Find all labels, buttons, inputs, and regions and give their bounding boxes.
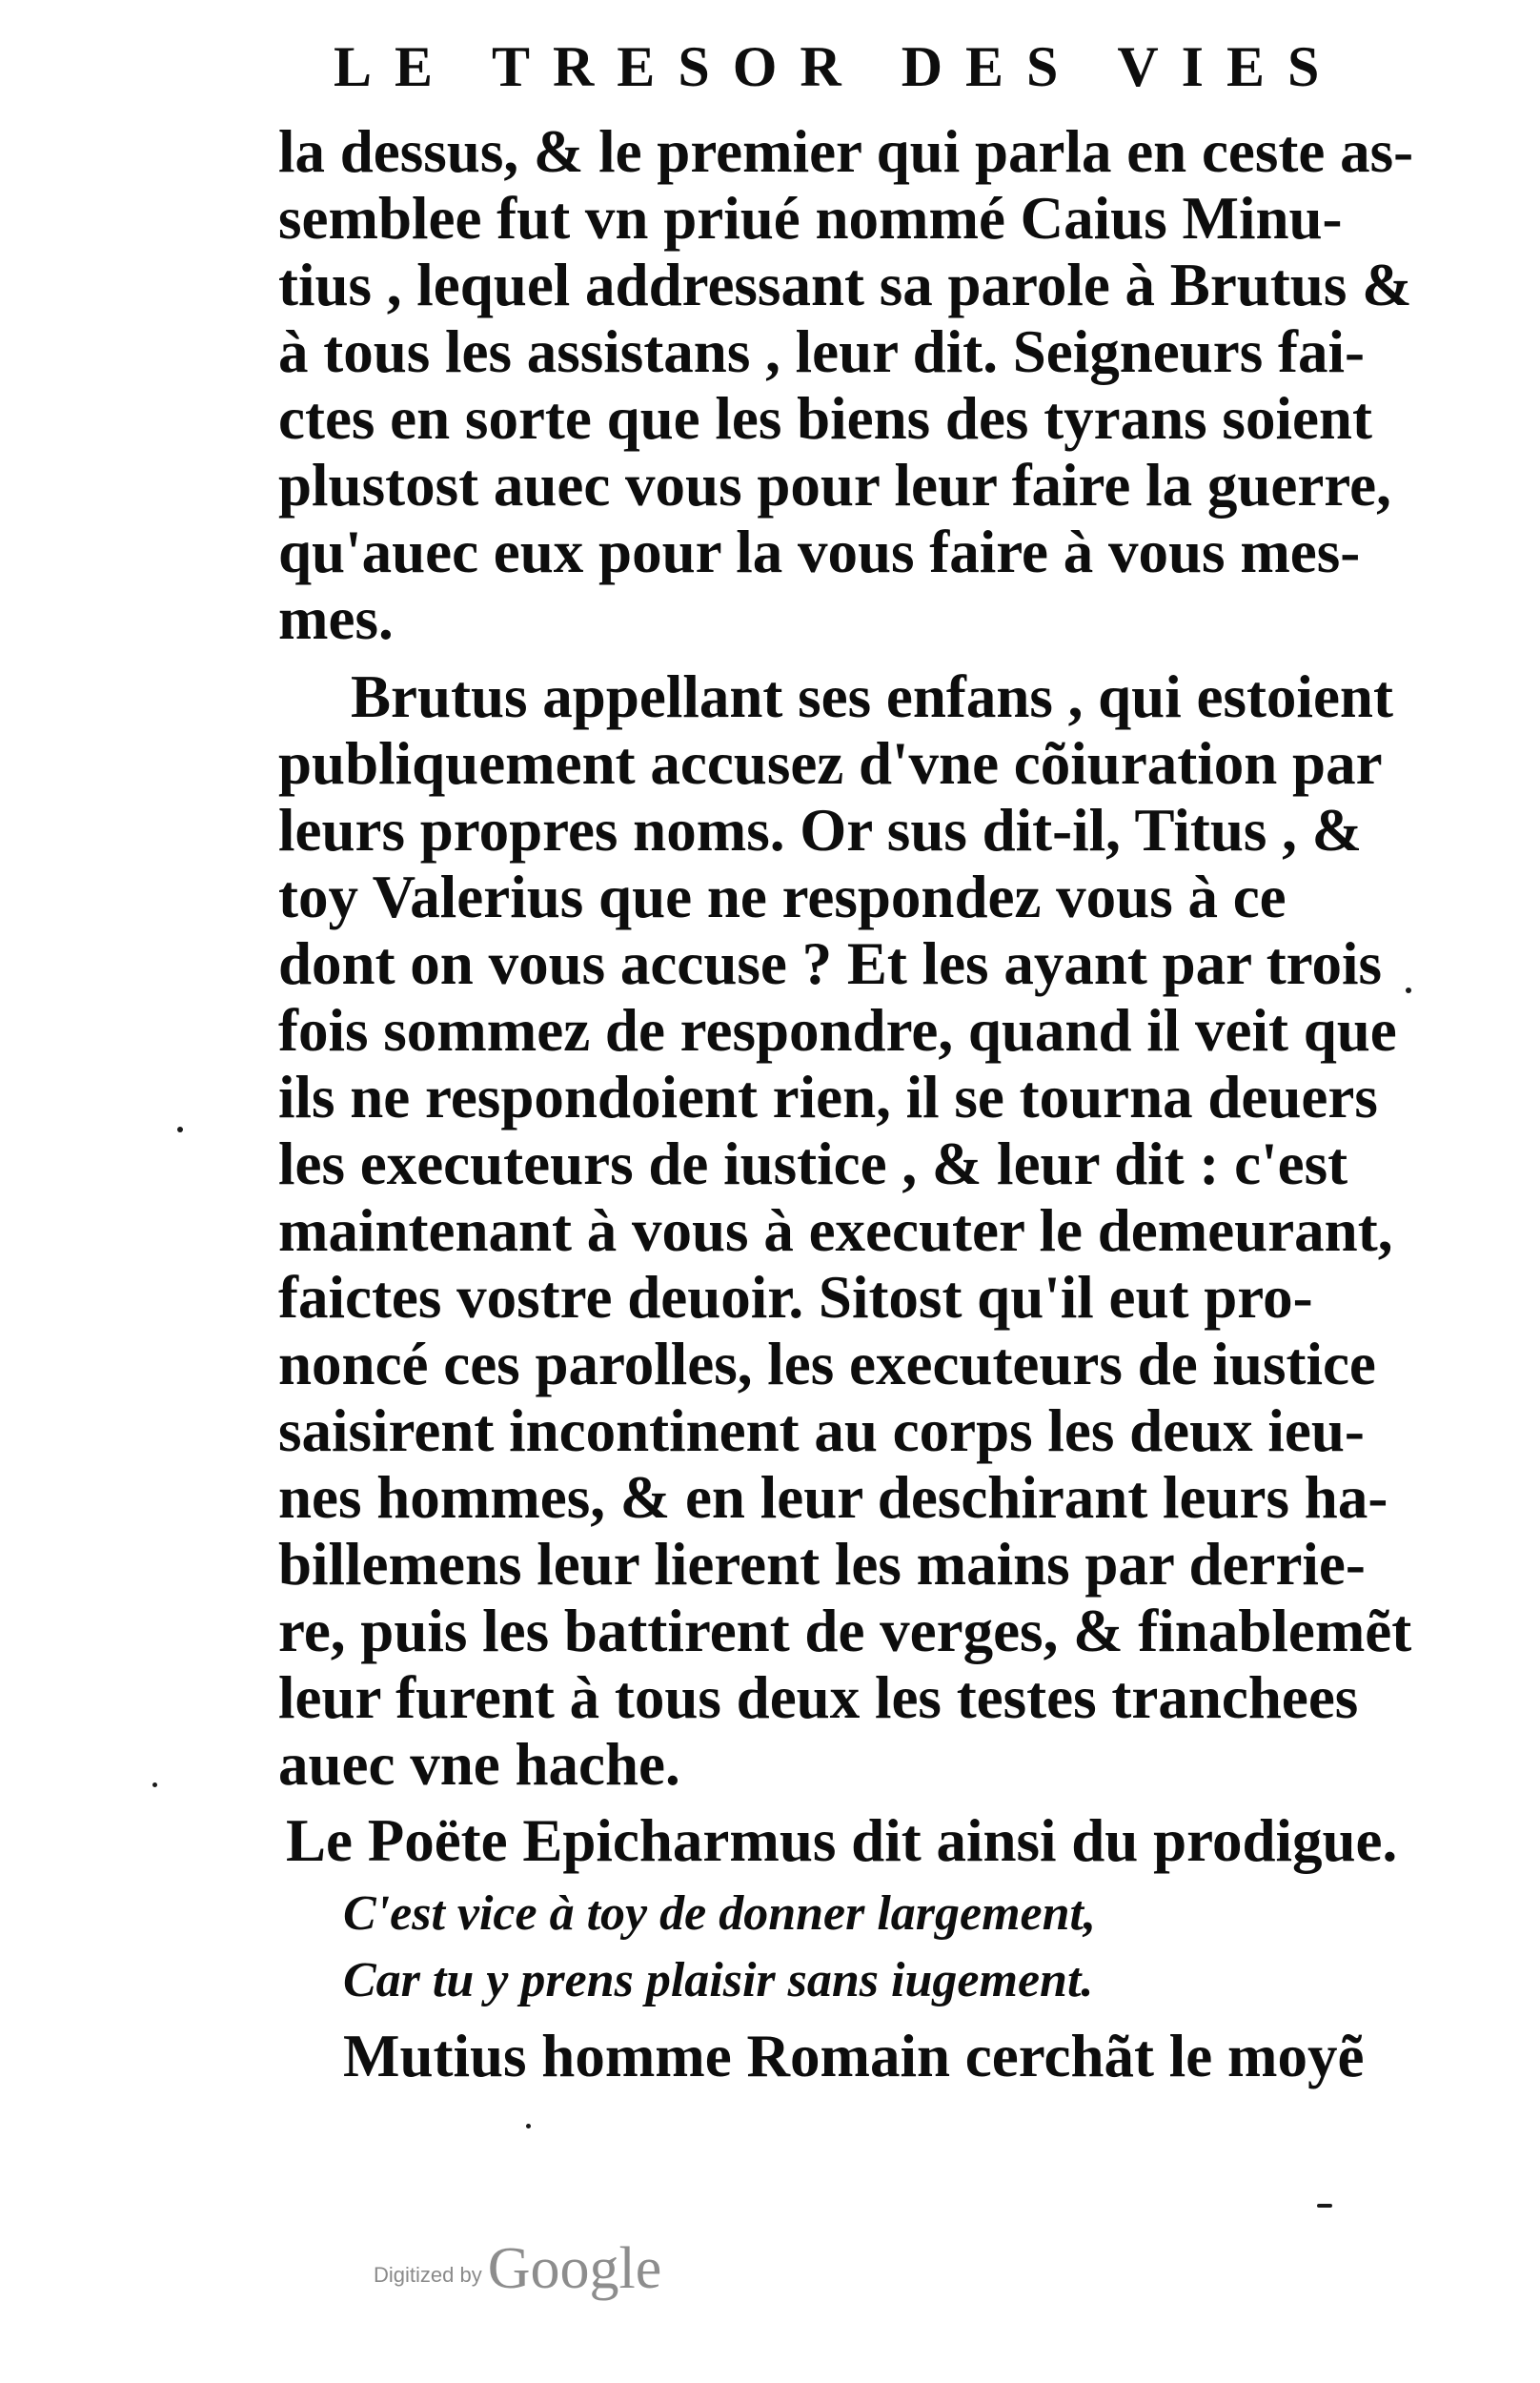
text-line: les executeurs de iustice , & leur dit : c'est bbox=[278, 1130, 1348, 1197]
text-line: tius , lequel addressant sa parole à Brutus & bbox=[278, 252, 1412, 318]
text-line: auec vne hache. bbox=[278, 1731, 680, 1798]
text-line: noncé ces parolles, les executeurs de iustice bbox=[278, 1331, 1376, 1397]
text-line: billemens leur lierent les mains par derrie- bbox=[278, 1531, 1366, 1598]
google-logo: Google bbox=[487, 2236, 662, 2301]
text-line: semblee fut vn priué nommé Caius Minu- bbox=[278, 185, 1343, 252]
text-line: ctes en sorte que les biens des tyrans soient bbox=[278, 385, 1372, 452]
scan-speck bbox=[177, 1127, 183, 1132]
text-line: plustost auec vous pour leur faire la guerre, bbox=[278, 452, 1391, 519]
text-line: mes. bbox=[278, 585, 394, 652]
text-line: leur furent à tous deux les testes tranchees bbox=[278, 1664, 1359, 1731]
text-line: re, puis les battirent de verges, & finablemẽt bbox=[278, 1598, 1412, 1664]
digitized-watermark bbox=[374, 2235, 661, 2303]
running-header: LE TRESOR DES VIES bbox=[334, 35, 1343, 98]
verse-line: C'est vice à toy de donner largement, bbox=[343, 1886, 1097, 1941]
verse-intro-line: Le Poëte Epicharmus dit ainsi du prodigue. bbox=[286, 1807, 1398, 1874]
paragraph-start-line: Brutus appellant ses enfans , qui estoient bbox=[351, 663, 1393, 730]
digitized-label: Digitized by bbox=[374, 2263, 482, 2287]
verse-line: Car tu y prens plaisir sans iugement. bbox=[343, 1953, 1094, 2007]
text-line: nes hommes, & en leur deschirant leurs ha- bbox=[278, 1464, 1388, 1531]
text-line: faictes vostre deuoir. Sitost qu'il eut pro- bbox=[278, 1264, 1313, 1331]
text-line: ils ne respondoient rien, il se tourna deuers bbox=[278, 1064, 1378, 1130]
text-line: la dessus, & le premier qui parla en ceste as- bbox=[278, 118, 1414, 185]
text-line: publiquement accusez d'vne cõiuration par bbox=[278, 730, 1383, 797]
text-line: maintenant à vous à executer le demeurant, bbox=[278, 1197, 1393, 1264]
text-line: toy Valerius que ne respondez vous à ce bbox=[278, 864, 1287, 930]
text-line: à tous les assistans , leur dit. Seigneurs fai- bbox=[278, 318, 1365, 385]
text-line: saisirent incontinent au corps les deux ieu- bbox=[278, 1397, 1365, 1464]
text-line: leurs propres noms. Or sus dit-il, Titus , & bbox=[278, 797, 1363, 864]
text-line: dont on vous accuse ? Et les ayant par trois bbox=[278, 930, 1383, 997]
paragraph-start-line: Mutius homme Romain cerchãt le moyẽ bbox=[343, 2023, 1365, 2089]
scan-speck bbox=[152, 1782, 157, 1787]
scan-speck bbox=[1317, 2204, 1332, 2208]
text-line: fois sommez de respondre, quand il veit que bbox=[278, 997, 1397, 1064]
scan-speck bbox=[1406, 988, 1411, 993]
scan-speck bbox=[526, 2124, 531, 2128]
text-line: qu'auec eux pour la vous faire à vous mes- bbox=[278, 519, 1361, 585]
